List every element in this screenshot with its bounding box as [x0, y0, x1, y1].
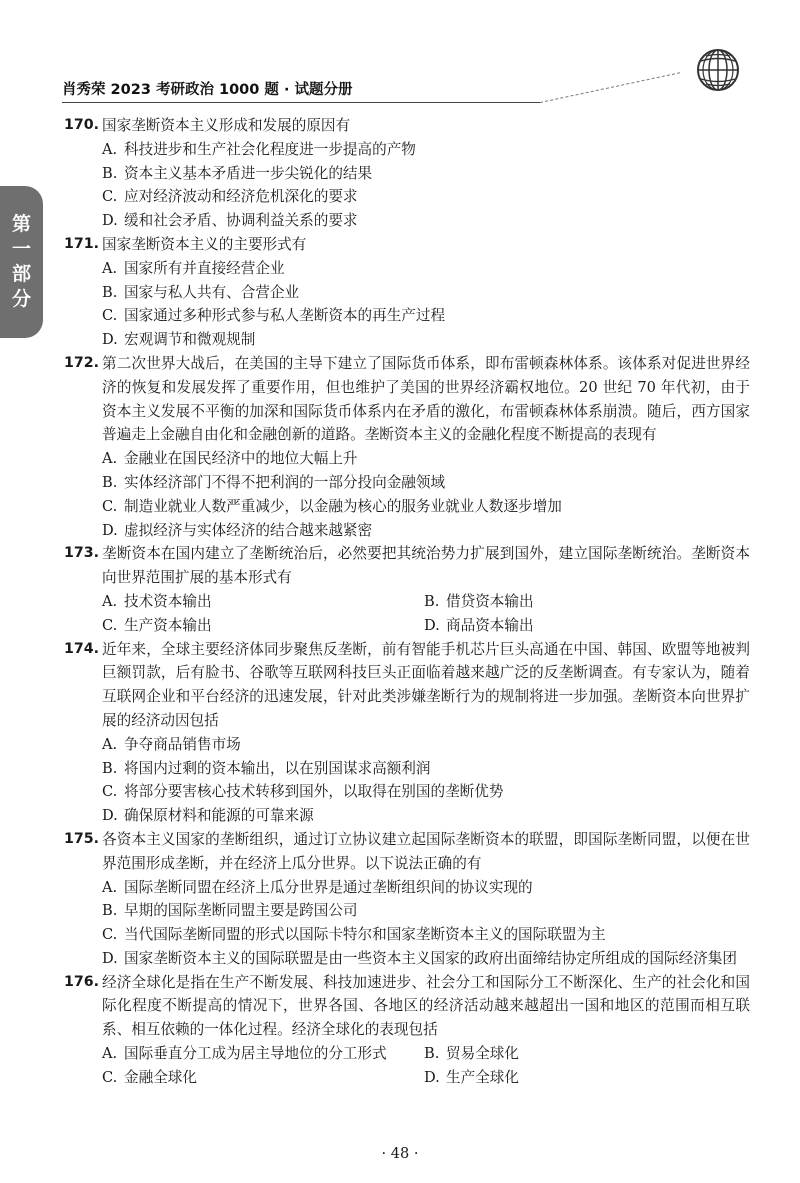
option-text: 制造业就业人数严重减少，以金融为核心的服务业就业人数逐步增加 — [124, 497, 562, 515]
option-letter: B. — [424, 1045, 440, 1063]
option-letter: A. — [102, 878, 118, 896]
option-c — [64, 780, 750, 804]
option-letter: D. — [102, 331, 118, 349]
section-tab — [0, 186, 43, 338]
question-number: 173. — [64, 545, 100, 562]
question-list — [64, 114, 750, 1090]
question-number: 171. — [64, 235, 100, 252]
option-text: 国家与私人共有、合营企业 — [124, 283, 300, 301]
question-stem: 垄断资本在国内建立了垄断统治后，必然要把其统治势力扩展到国外，建立国际垄断统治。垄断资本向世界范围扩展的基本形式有 — [102, 545, 750, 587]
option-text: 国家所有并直接经营企业 — [124, 259, 285, 277]
option-text: 资本主义基本矛盾进一步尖锐化的结果 — [124, 164, 373, 182]
option-letter: A. — [102, 735, 118, 753]
option-text: 实体经济部门不得不把利润的一部分投向金融领域 — [124, 473, 446, 491]
option-d — [64, 947, 750, 971]
option-text: 科技进步和生产社会化程度进一步提高的产物 — [124, 140, 416, 158]
option-text: 虚拟经济与实体经济的结合越来越紧密 — [124, 521, 373, 539]
option-a — [64, 876, 750, 900]
question-number: 176. — [64, 973, 100, 990]
header-rule — [62, 102, 540, 103]
option-a — [102, 590, 424, 614]
option-d — [64, 519, 750, 543]
option-text: 技术资本输出 — [124, 592, 212, 610]
section-tab-char: 一 — [11, 238, 31, 260]
option-d — [424, 1066, 746, 1090]
question-175 — [64, 828, 750, 971]
section-tab-char: 分 — [11, 288, 31, 310]
question-stem: 各资本主义国家的垄断组织，通过订立协议建立起国际垄断资本的联盟，即国际垄断同盟，以便在世界范围形成垄断，并在经济上瓜分世界。以下说法正确的有 — [102, 830, 750, 872]
option-text: 国家垄断资本主义的国际联盟是由一些资本主义国家的政府出面缔结协定所组成的国际经济集团 — [124, 949, 737, 967]
option-text: 宏观调节和微观规制 — [124, 331, 256, 349]
option-letter: A. — [102, 592, 118, 610]
option-letter: C. — [102, 188, 118, 206]
option-letter: C. — [102, 307, 118, 325]
option-text: 早期的国际垄断同盟主要是跨国公司 — [124, 902, 358, 920]
option-text: 借贷资本输出 — [446, 592, 534, 610]
option-letter: B. — [424, 592, 440, 610]
option-text: 将部分要害核心技术转移到国外，以取得在别国的垄断优势 — [124, 783, 504, 801]
question-stem: 近年来，全球主要经济体同步聚焦反垄断，前有智能手机芯片巨头高通在中国、韩国、欧盟等地被判巨额罚款，后有脸书、谷歌等互联网科技巨头正面临着越来越广泛的反垄断调查。有专家认为，随着互联网企业和平台经济的迅速发展，针对此类涉嫌垄断行为的规制将进一步加强。垄断资本向世界扩展的经济动因包括 — [102, 640, 750, 729]
option-letter: A. — [102, 450, 118, 468]
option-text: 商品资本输出 — [446, 616, 534, 634]
option-a — [64, 733, 750, 757]
option-text: 国际垂直分工成为居主导地位的分工形式 — [124, 1045, 387, 1063]
option-letter: B. — [102, 164, 118, 182]
option-a — [64, 257, 750, 281]
header-dashed-rule — [540, 39, 680, 103]
running-header: 肖秀荣 2023 考研政治 1000 题 · 试题分册 — [62, 82, 353, 98]
option-text: 国际垄断同盟在经济上瓜分世界是通过垄断组织间的协议实现的 — [124, 878, 533, 896]
question-number: 174. — [64, 640, 100, 657]
option-text: 金融全球化 — [124, 1068, 197, 1086]
option-b — [424, 590, 746, 614]
question-stem: 经济全球化是指在生产不断发展、科技加速进步、社会分工和国际分工不断深化、生产的社会化和国际化程度不断提高的情况下，世界各国、各地区的经济活动越来越超出一国和地区的范围而相互联系、相互依赖的一体化过程。经济全球化的表现包括 — [102, 973, 750, 1039]
option-text: 将国内过剩的资本输出，以在别国谋求高额利润 — [124, 759, 431, 777]
option-c — [64, 923, 750, 947]
option-letter: C. — [102, 497, 118, 515]
option-letter: C. — [102, 783, 118, 801]
option-text: 确保原材料和能源的可靠来源 — [124, 807, 314, 825]
option-letter: B. — [102, 473, 118, 491]
option-letter: C. — [102, 1068, 118, 1086]
option-letter: C. — [102, 616, 118, 634]
section-tab-char: 部 — [11, 263, 31, 285]
option-b — [64, 757, 750, 781]
option-a — [64, 138, 750, 162]
option-d — [64, 209, 750, 233]
option-text: 金融业在国民经济中的地位大幅上升 — [124, 450, 358, 468]
option-a — [102, 1042, 424, 1066]
question-173 — [64, 542, 750, 637]
option-text: 生产资本输出 — [124, 616, 212, 634]
question-170 — [64, 114, 750, 233]
option-d — [64, 328, 750, 352]
option-text: 国家通过多种形式参与私人垄断资本的再生产过程 — [124, 307, 446, 325]
option-letter: D. — [424, 1068, 440, 1086]
option-text: 贸易全球化 — [446, 1045, 519, 1063]
option-c — [64, 304, 750, 328]
option-letter: D. — [102, 521, 118, 539]
option-b — [424, 1042, 746, 1066]
option-b — [64, 899, 750, 923]
option-b — [64, 471, 750, 495]
option-letter: B. — [102, 759, 118, 777]
option-text: 生产全球化 — [446, 1068, 519, 1086]
option-c — [64, 495, 750, 519]
option-letter: D. — [424, 616, 440, 634]
question-stem: 国家垄断资本主义形成和发展的原因有 — [102, 117, 351, 134]
option-text: 缓和社会矛盾、协调利益关系的要求 — [124, 212, 358, 230]
option-c — [64, 185, 750, 209]
option-b — [64, 281, 750, 305]
option-d — [424, 614, 746, 638]
option-text: 应对经济波动和经济危机深化的要求 — [124, 188, 358, 206]
option-letter: A. — [102, 1045, 118, 1063]
question-172 — [64, 352, 750, 542]
option-letter: A. — [102, 259, 118, 277]
option-c — [102, 1066, 424, 1090]
option-letter: D. — [102, 212, 118, 230]
option-c — [102, 614, 424, 638]
section-tab-char: 第 — [11, 213, 31, 235]
question-stem: 国家垄断资本主义的主要形式有 — [102, 235, 307, 253]
option-letter: A. — [102, 140, 118, 158]
option-letter: D. — [102, 949, 118, 967]
option-text: 当代国际垄断同盟的形式以国际卡特尔和国家垄断资本主义的国际联盟为主 — [124, 926, 606, 944]
option-text: 争夺商品销售市场 — [124, 735, 241, 753]
question-stem: 第二次世界大战后，在美国的主导下建立了国际货币体系，即布雷顿森林体系。该体系对促进世界经济的恢复和发展发挥了重要作用，但也维护了美国的世界经济霸权地位。20 世纪 70 年代初，由于资本主义发展不平衡的加深和国际货币体系内在矛盾的激化，布雷顿森林体系崩溃。随后，西方国家普遍走上金融自由化和金融创新的道路。垄断资本主义的金融化程度不断提高的表现有 — [102, 354, 750, 444]
question-174 — [64, 638, 750, 828]
globe-icon — [696, 48, 740, 92]
question-171 — [64, 233, 750, 352]
option-letter: B. — [102, 902, 118, 920]
page-number: · 48 · — [381, 1146, 419, 1162]
option-letter: C. — [102, 926, 118, 944]
question-number: 172. — [64, 354, 100, 371]
question-176 — [64, 971, 750, 1090]
question-number: 175. — [64, 830, 100, 847]
option-letter: B. — [102, 283, 118, 301]
option-letter: D. — [102, 807, 118, 825]
option-a — [64, 447, 750, 471]
question-number: 170. — [64, 117, 100, 133]
option-b — [64, 162, 750, 186]
option-d — [64, 804, 750, 828]
